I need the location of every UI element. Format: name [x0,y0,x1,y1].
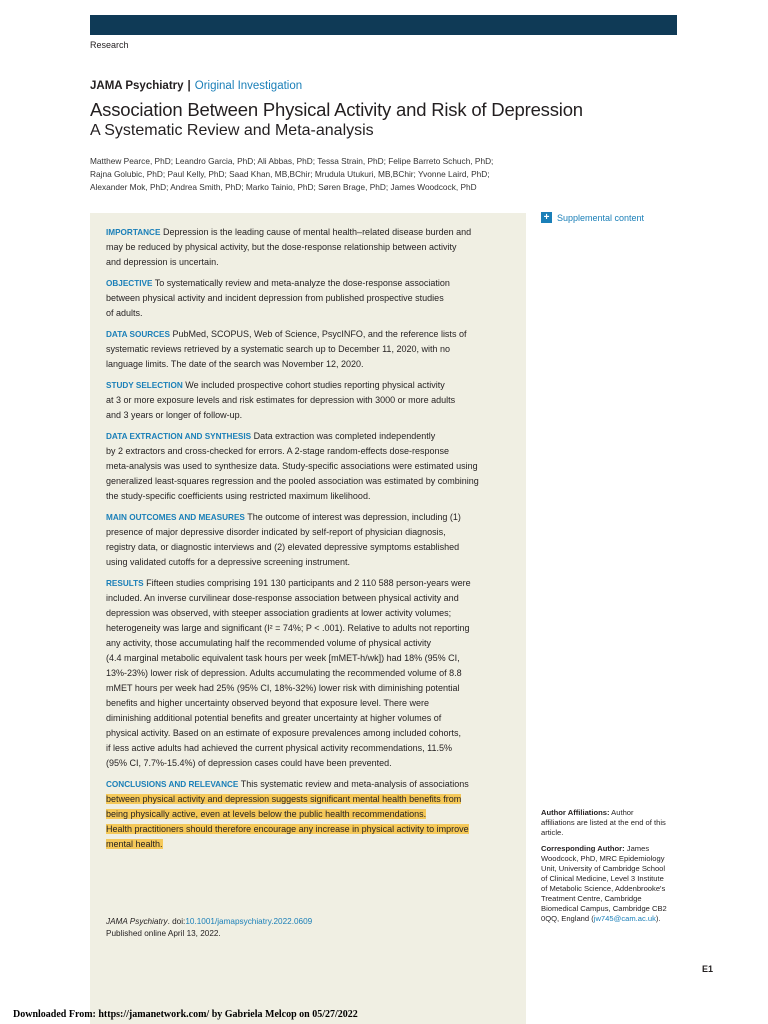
abstract-text: and 3 years or longer of follow-up. [106,410,243,420]
abstract-box [90,213,526,1024]
affiliations-label: Author Affiliations: [541,808,610,817]
abstract-text: meta-analysis was used to synthesize data. Study-specific associations were estimated using [106,461,478,471]
journal-separator: | [187,80,191,92]
abstract-text: between physical activity and incident depression from published prospective studies [106,293,444,303]
abstract-text: may be reduced by physical activity, but the dose-response relationship between activity [106,242,457,252]
author-line: Rajna Golubic, PhD; Paul Kelly, PhD; Saad Khan, MB,BChir; Mrudula Utukuri, MB,BChir; Yvonne Laird, PhD; [90,169,490,179]
side-text: Treatment Centre, Cambridge [541,894,642,903]
doi-link[interactable]: 10.1001/jamapsychiatry.2022.0609 [185,917,313,926]
abstract-text: Depression is the leading cause of mental health–related disease burden and [160,227,472,237]
supplemental-label: Supplemental content [557,212,645,223]
author-affiliations [541,808,681,838]
published-date: Published online April 13, 2022. [106,928,221,938]
study-selection-heading: STUDY SELECTION [106,381,183,390]
abstract-objective [106,276,514,321]
side-text: affiliations are listed at the end of this [541,818,666,827]
citation [106,916,312,939]
abstract-text: depression was observed, with steeper association gradients at lower activity volumes; [106,608,452,618]
side-text: of Clinical Medicine, Level 3 Institute [541,874,664,883]
abstract-text: mMET hours per week had 25% (95% CI, 18%-32%) lower risk with diminishing potential [106,683,460,693]
journal-line [90,80,302,92]
abstract-text: by 2 extractors and cross-checked for errors. A 2-stage random-effects dose-response [106,446,449,456]
page-number: E1 [702,964,714,974]
abstract-text: at 3 or more exposure levels and risk estimates for depression with 3000 or more adults [106,395,456,405]
supplemental-content-link[interactable] [541,212,644,223]
main-outcomes-heading: MAIN OUTCOMES AND MEASURES [106,513,245,522]
abstract-text: We included prospective cohort studies reporting physical activity [182,380,445,390]
abstract-text: Fifteen studies comprising 191 130 participants and 2 110 588 person-years were [143,578,471,588]
journal-name: JAMA Psychiatry [90,80,184,92]
results-heading: RESULTS [106,579,144,588]
abstract-text: if less active adults had achieved the current physical activity recommendations, 11.5% [106,743,453,753]
author-line: Matthew Pearce, PhD; Leandro Garcia, PhD; Ali Abbas, PhD; Tessa Strain, PhD; Felipe Barreto Schuch, PhD; [90,156,494,166]
abstract-text: generalized least-squares regression and the pooled association was estimated by combining [106,476,479,486]
side-text: James [624,844,650,853]
abstract-text: To systematically review and meta-analyze the dose-response association [152,278,450,288]
objective-heading: OBJECTIVE [106,279,153,288]
conclusions-heading: CONCLUSIONS AND RELEVANCE [106,780,239,789]
abstract-text: This systematic review and meta-analysis of associations [238,779,469,789]
highlighted-text: Health practitioners should therefore encourage any increase in physical activity to improve [106,824,469,834]
section-label: Research [90,40,129,50]
abstract-text: any activity, those accumulating half the recommended volume of physical activity [106,638,431,648]
abstract-text: presence of major depressive disorder indicated by self-report of physician diagnosis, [106,527,446,537]
email-link[interactable]: jw745@cam.ac.uk [593,914,656,923]
abstract-text: of adults. [106,308,143,318]
abstract-text: (4.4 marginal metabolic equivalent task hours per week [mMET-h/wk]) had 18% (95% CI, [106,653,460,663]
abstract-text: 13%-23%) lower risk of depression. Adults accumulating the recommended volume of 8.8 [106,668,462,678]
highlighted-text: mental health. [106,839,163,849]
author-list [90,155,510,194]
abstract-main-outcomes [106,510,514,570]
article-title: Association Between Physical Activity and Risk of Depression [90,99,583,120]
side-text: article. [541,828,564,837]
side-notes [541,808,681,930]
article-type-link[interactable]: Original Investigation [194,80,303,92]
abstract-text: and depression is uncertain. [106,257,219,267]
abstract-text: systematic reviews retrieved by a systematic search up to December 11, 2020, with no [106,344,450,354]
abstract-data-sources [106,327,514,372]
side-text: Biomedical Campus, Cambridge CB2 [541,904,667,913]
data-extraction-heading: DATA EXTRACTION AND SYNTHESIS [106,432,252,441]
side-text: ). [655,914,661,923]
abstract-text: (95% CI, 7.7%-15.4%) of depression cases could have been prevented. [106,758,392,768]
abstract-text: The outcome of interest was depression, including (1) [244,512,461,522]
abstract-study-selection [106,378,514,423]
highlighted-text: between physical activity and depression suggests significant mental health benefits from [106,794,462,804]
header-bar [90,15,677,35]
abstract-text: registry data, or diagnostic interviews and (2) elevated depressive symptoms established [106,542,460,552]
corresponding-author [541,844,681,924]
abstract-text: PubMed, SCOPUS, Web of Science, PsycINFO, and the reference lists of [169,329,467,339]
abstract-body [106,225,514,858]
article-subtitle: A Systematic Review and Meta-analysis [90,122,374,139]
citation-journal: JAMA Psychiatry [106,917,168,926]
abstract-text: language limits. The date of the search was November 12, 2020. [106,359,364,369]
side-text: Unit, University of Cambridge School [541,864,666,873]
data-sources-heading: DATA SOURCES [106,330,170,339]
abstract-results [106,576,514,771]
plus-icon: + [541,212,552,223]
abstract-text: included. An inverse curvilinear dose-response association between physical activity and [106,593,459,603]
side-text: 0QQ, England ( [541,914,594,923]
highlighted-text: being physically active, even at levels below the public health recommendations. [106,809,427,819]
abstract-text: benefits and higher uncertainty observed beyond that exposure level. There were [106,698,430,708]
abstract-text: heterogeneity was large and significant (I² = 74%; P < .001). Relative to adults not reporting [106,623,470,633]
importance-heading: IMPORTANCE [106,228,161,237]
abstract-text: diminishing additional potential benefits and greater uncertainty at higher volumes of [106,713,442,723]
abstract-text: using validated cutoffs for a depressive screening instrument. [106,557,350,567]
side-text: of Metabolic Science, Addenbrooke's [541,884,666,893]
abstract-conclusions [106,777,514,852]
abstract-text: the study-specific coefficients using restricted maximum likelihood. [106,491,371,501]
abstract-text: Data extraction was completed independently [251,431,436,441]
abstract-text: physical activity. Based on an estimate of exposure prevalences among included cohorts, [106,728,462,738]
abstract-importance [106,225,514,270]
citation-doi-prefix: . doi: [167,917,186,926]
side-text: Author [609,808,634,817]
side-text: Woodcock, PhD, MRC Epidemiology [541,854,665,863]
abstract-data-extraction [106,429,514,504]
corresponding-label: Corresponding Author: [541,844,625,853]
download-notice: Downloaded From: https://jamanetwork.com/ by Gabriela Melcop on 05/27/2022 [13,1009,358,1020]
author-line: Alexander Mok, PhD; Andrea Smith, PhD; Marko Tainio, PhD; Søren Brage, PhD; James Woodcock, PhD [90,182,477,192]
